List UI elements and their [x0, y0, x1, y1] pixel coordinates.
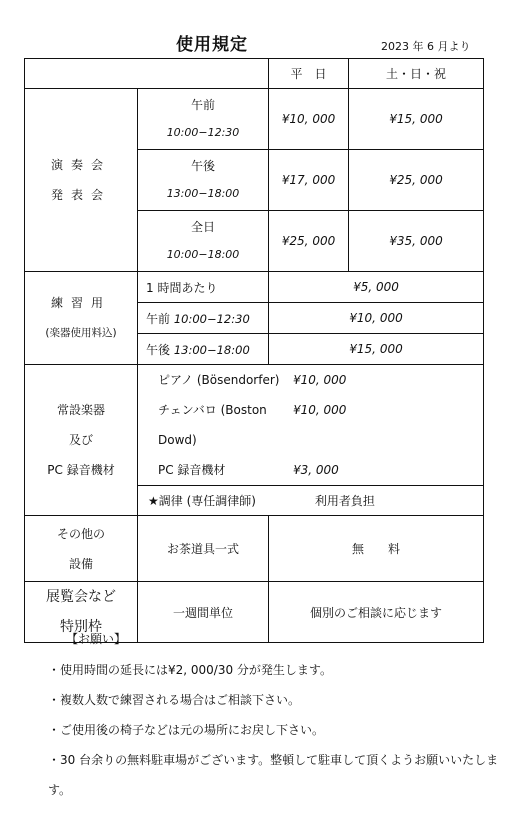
list-item: ・使用時間の延長には¥2, 000/30 分が発生します。	[48, 663, 332, 677]
practice-slot-prefix: 午後	[146, 342, 171, 357]
practice-price: ¥10, 000	[269, 303, 484, 334]
other-label	[25, 516, 138, 582]
list-item: ・複数人数で練習される場合はご相談下さい。	[48, 693, 301, 707]
other-item: お茶道具一式	[138, 516, 269, 582]
slot-time: 13:00−18:00	[166, 187, 240, 200]
weekday-price: ¥25, 000	[269, 211, 349, 272]
instruments-label-2: 及び	[68, 433, 93, 447]
slot-cell	[138, 150, 269, 211]
instrument-item	[158, 395, 483, 455]
exhibit-label-1: 展覧会など	[46, 589, 116, 605]
list-item: ・30 台余りの無料駐車場がございます。整頓して駐車して頂くようお願いいたします。	[48, 753, 499, 797]
instrument-list	[138, 365, 484, 486]
slot-name: 全日	[190, 220, 215, 234]
slot-name: 午前	[190, 98, 215, 112]
practice-label	[25, 272, 138, 365]
table-row	[25, 89, 484, 150]
instrument-price: ¥3, 000	[293, 463, 339, 477]
slot-name: 午後	[190, 159, 215, 173]
other-price: 無 料	[269, 516, 484, 582]
practice-label-main: 練習用	[50, 296, 111, 310]
practice-price: ¥15, 000	[269, 334, 484, 365]
header-weekend: 土・日・祝	[349, 59, 484, 89]
tuning-price: 利用者負担	[314, 494, 375, 508]
table-row	[25, 272, 484, 303]
practice-slot	[138, 303, 269, 334]
performance-label-1: 演奏会	[50, 158, 111, 172]
instrument-price: ¥10, 000	[293, 403, 347, 417]
instrument-name: チェンバロ (Boston Dowd)	[158, 403, 267, 447]
slot-cell	[138, 211, 269, 272]
slot-time: 10:00−12:30	[166, 126, 240, 139]
practice-slot	[138, 334, 269, 365]
instrument-name: PC 録音機材	[158, 463, 226, 477]
practice-slot-time: 10:00−12:30	[173, 311, 250, 326]
practice-slot-time: 13:00−18:00	[173, 342, 250, 357]
header-blank	[25, 59, 269, 89]
table-row	[25, 516, 484, 582]
other-label-2: 設備	[68, 556, 93, 571]
notes-list	[48, 655, 508, 805]
practice-price: ¥5, 000	[269, 272, 484, 303]
weekday-price: ¥17, 000	[269, 150, 349, 211]
slot-cell	[138, 89, 269, 150]
practice-label-sub: (楽器使用料込)	[45, 327, 117, 339]
weekend-price: ¥25, 000	[349, 150, 484, 211]
page-title: 使用規定	[176, 35, 248, 55]
notes-heading: 【お願い】	[66, 632, 127, 646]
performance-label-2: 発表会	[50, 188, 111, 202]
instrument-name: ピアノ (Bösendorfer)	[158, 373, 280, 387]
instruments-label-3: PC 録音機材	[47, 463, 115, 477]
practice-slot: 1 時間あたり	[138, 272, 269, 303]
other-label-1: その他の	[56, 526, 105, 541]
instrument-item	[158, 455, 483, 485]
weekend-price: ¥15, 000	[349, 89, 484, 150]
tuning-label: ★調律 (専任調律師)	[148, 494, 256, 508]
header-weekday: 平 日	[269, 59, 349, 89]
weekend-price: ¥35, 000	[349, 211, 484, 272]
slot-time: 10:00−18:00	[166, 248, 240, 261]
exhibit-label-2: 特別枠	[60, 619, 102, 635]
instruments-label	[25, 365, 138, 516]
weekday-price: ¥10, 000	[269, 89, 349, 150]
instruments-label-1: 常設楽器	[56, 403, 105, 417]
instrument-price: ¥10, 000	[293, 373, 347, 387]
tuning-cell	[138, 486, 484, 516]
exhibit-price: 個別のご相談に応じます	[269, 582, 484, 643]
instrument-item	[158, 365, 483, 395]
effective-date: 2023 年 6 月より	[381, 40, 471, 53]
notes-section	[48, 630, 508, 805]
performance-label	[25, 89, 138, 272]
table-row	[25, 365, 484, 486]
list-item: ・ご使用後の椅子などは元の場所にお戻し下さい。	[48, 723, 325, 737]
header-row	[25, 59, 484, 89]
pricing-table	[24, 58, 484, 643]
practice-slot-prefix: 午前	[146, 311, 171, 326]
exhibit-unit: 一週間単位	[138, 582, 269, 643]
